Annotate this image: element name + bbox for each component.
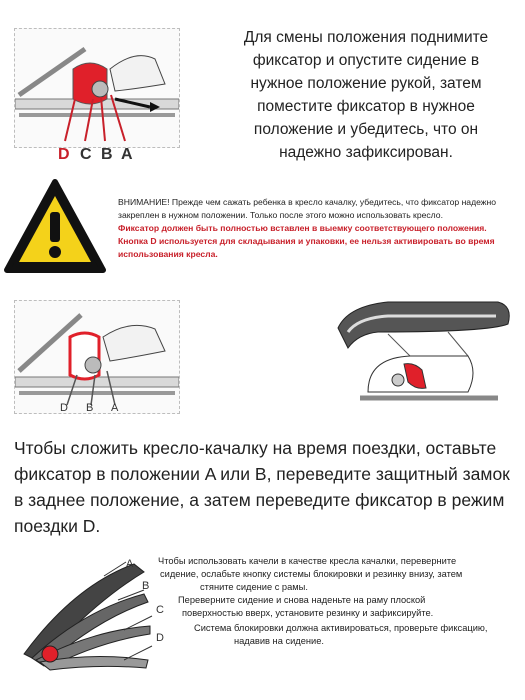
rocker-line-7: надавив на сидение.: [234, 636, 324, 646]
seat-lock-illustration: [15, 29, 179, 147]
warning-icon: [3, 178, 107, 274]
label-b3: B: [142, 580, 150, 592]
rocker-line-4: Переверните сидение и снова наденьте на раму плоской: [178, 595, 426, 605]
rocker-line-6: Система блокировки должна активироваться, проверьте фиксацию,: [194, 623, 488, 633]
label-c3: C: [156, 604, 164, 616]
label-a: A: [121, 146, 133, 163]
rocker-line-1: Чтобы использовать качели в качестве кресла качалки, переверните: [158, 556, 457, 566]
figure-fold-lock: [14, 300, 180, 414]
warning-red-text: Фиксатор должен быть полностью вставлен в выемку соответствующего положения. Кнопка D используется для складывания и упаковки, ее нельзя активировать во время использования кресла.: [118, 223, 495, 259]
instructions-fold: Чтобы сложить кресло-качалку на время поездки, оставьте фиксатор в положении A или B, переведите защитный замок в заднее положение, а затем переведите фиксатор в режим поездки D.: [14, 438, 510, 536]
warning-text: ВНИМАНИЕ! Прежде чем сажать ребенка в кресло качалку, убедитесь, что фиксатор надежно закреплен в нужном положении. Только после этого можно использовать кресло.: [118, 197, 497, 220]
rocker-line-5: поверхностью вверх, установите резинку и зафиксируйте.: [182, 608, 434, 618]
instructions-position: Для смены положения поднимите фиксатор и опустите сидение в нужное положение рукой, затем поместите фиксатор в нужное положение и убедитесь, что он надежно зафиксирован.: [243, 29, 489, 161]
label-c: C: [80, 146, 92, 163]
rocker-line-3: стяните сидение с рамы.: [200, 582, 308, 592]
figure-latch-closeup: [318, 292, 518, 422]
fold-lock-illustration: [15, 301, 179, 413]
rocker-line-2: сидение, ослабьте кнопку системы блокировки и резинку внизу, затем: [160, 569, 463, 579]
label-b2: B: [86, 402, 94, 414]
label-d: D: [58, 146, 70, 163]
label-b: B: [101, 146, 113, 163]
label-a2: A: [111, 402, 119, 414]
figure-rocker: [14, 550, 164, 680]
label-a3: A: [126, 558, 134, 570]
label-d3: D: [156, 632, 164, 644]
figure-seat-lock: [14, 28, 180, 148]
label-d2: D: [60, 402, 68, 414]
